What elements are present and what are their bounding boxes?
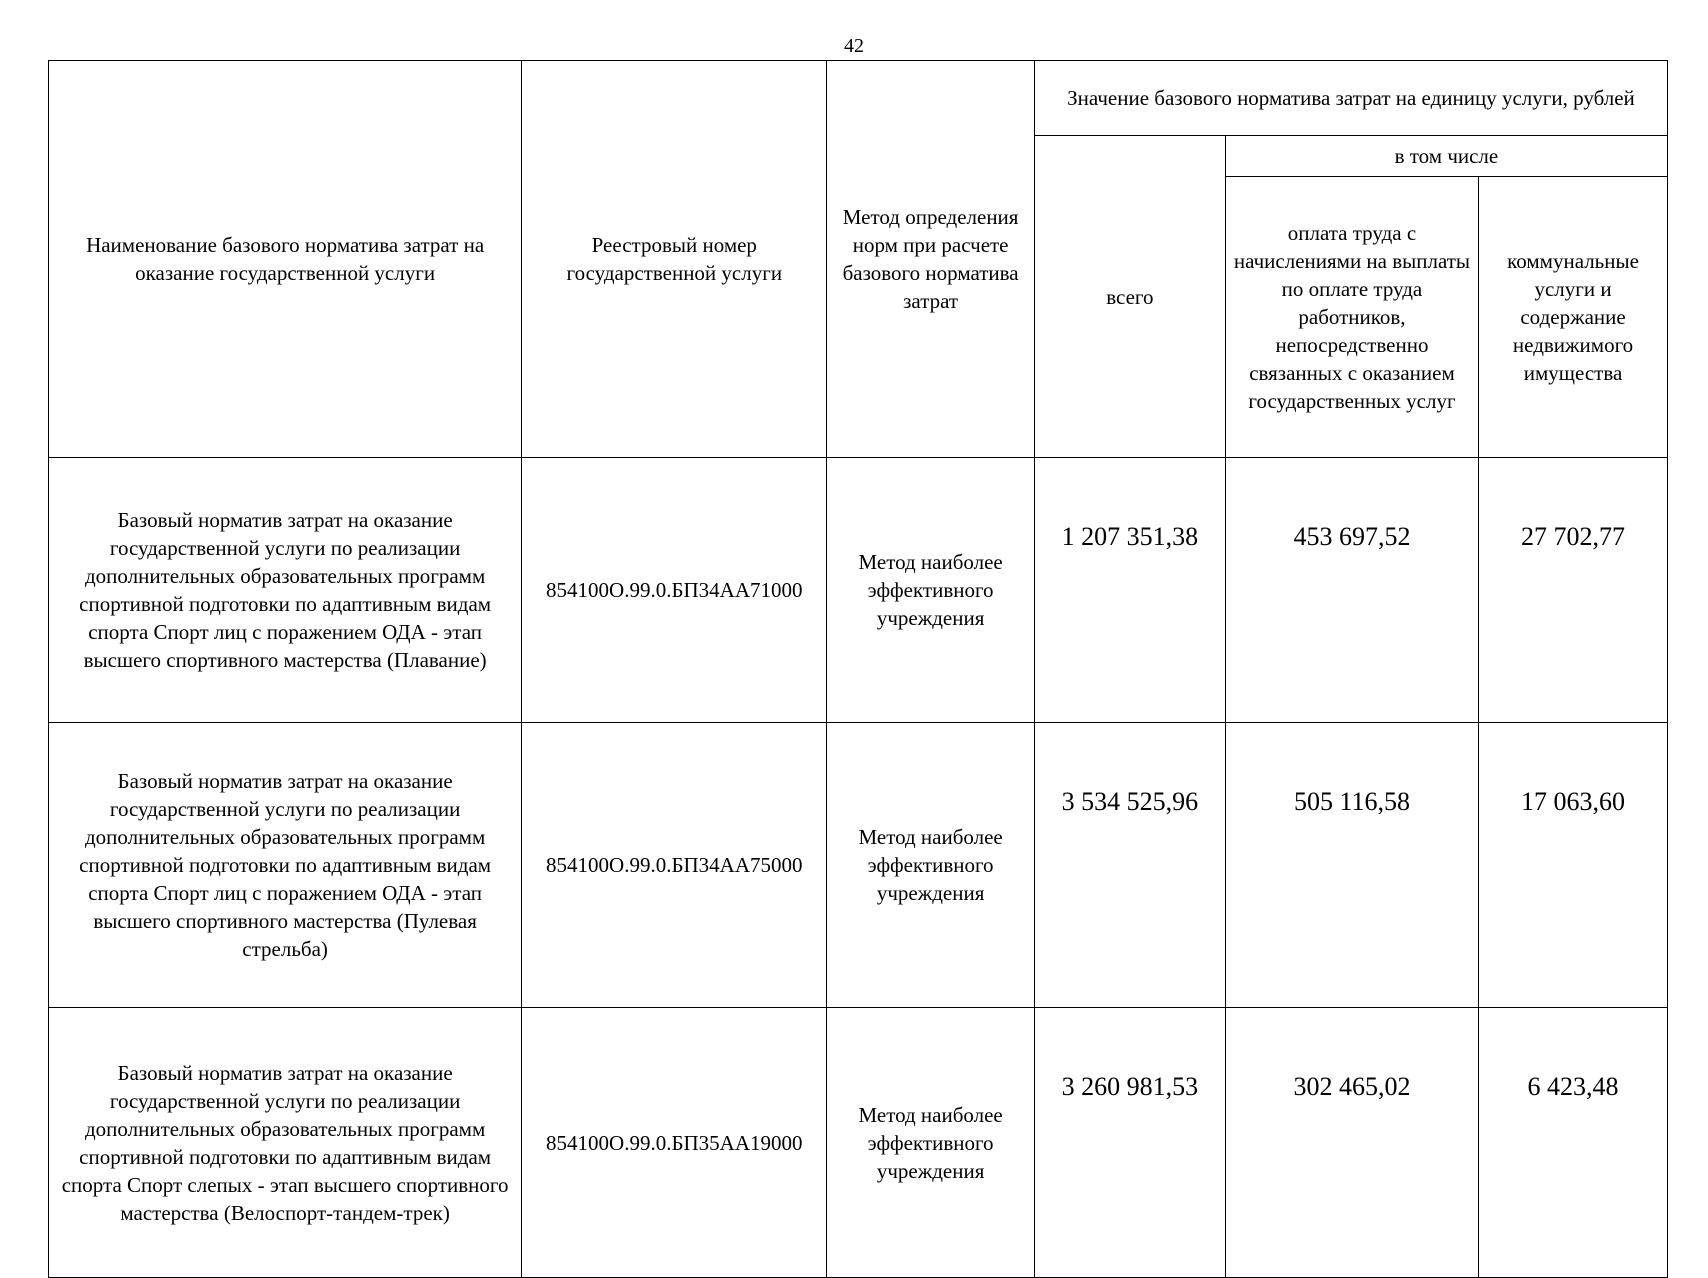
registry-number: 854100О.99.0.БП34АА71000: [522, 458, 827, 723]
value-total: 1 207 351,38: [1034, 458, 1225, 723]
norm-name: Базовый норматив затрат на оказание государственной услуги по реализации дополнительных образовательных программ спортивной подготовки по адаптивным видам спорта Спорт лиц с поражением ОДА - этап высшего спортивного мастерства (Пулевая стрельба): [49, 723, 522, 1008]
value-total: 3 534 525,96: [1034, 723, 1225, 1008]
header-value-group: Значение базового норматива затрат на единицу услуги, рублей: [1034, 61, 1667, 136]
header-utilities: коммунальные услуги и содержание недвижимого имущества: [1479, 177, 1668, 458]
value-labor: 453 697,52: [1225, 458, 1478, 723]
header-name: Наименование базового норматива затрат на оказание государственной услуги: [49, 61, 522, 458]
method: Метод наиболее эффективного учреждения: [827, 1008, 1035, 1278]
value-total: 3 260 981,53: [1034, 1008, 1225, 1278]
value-utilities: 17 063,60: [1479, 723, 1668, 1008]
header-registry: Реестровый номер государственной услуги: [522, 61, 827, 458]
header-row: [49, 61, 1668, 136]
method: Метод наиболее эффективного учреждения: [827, 458, 1035, 723]
header-including: в том числе: [1225, 136, 1667, 177]
header-labor: оплата труда с начислениями на выплаты по оплате труда работников, непосредственно связанных с оказанием государственных услуг: [1225, 177, 1478, 458]
header-total: всего: [1034, 136, 1225, 458]
value-labor: 302 465,02: [1225, 1008, 1478, 1278]
value-utilities: 6 423,48: [1479, 1008, 1668, 1278]
value-utilities: 27 702,77: [1479, 458, 1668, 723]
header-method: Метод определения норм при расчете базового норматива затрат: [827, 61, 1035, 458]
registry-number: 854100О.99.0.БП35АА19000: [522, 1008, 827, 1278]
page-number: 42: [844, 35, 864, 57]
norm-name: Базовый норматив затрат на оказание государственной услуги по реализации дополнительных образовательных программ спортивной подготовки по адаптивным видам спорта Спорт слепых - этап высшего спортивного мастерства (Велоспорт-тандем-трек): [49, 1008, 522, 1278]
table-row: [49, 458, 1668, 723]
value-labor: 505 116,58: [1225, 723, 1478, 1008]
method: Метод наиболее эффективного учреждения: [827, 723, 1035, 1008]
norm-name: Базовый норматив затрат на оказание государственной услуги по реализации дополнительных образовательных программ спортивной подготовки по адаптивным видам спорта Спорт лиц с поражением ОДА - этап высшего спортивного мастерства (Плавание): [49, 458, 522, 723]
cost-norms-table: [48, 60, 1668, 1278]
registry-number: 854100О.99.0.БП34АА75000: [522, 723, 827, 1008]
table-row: [49, 1008, 1668, 1278]
table-row: [49, 723, 1668, 1008]
